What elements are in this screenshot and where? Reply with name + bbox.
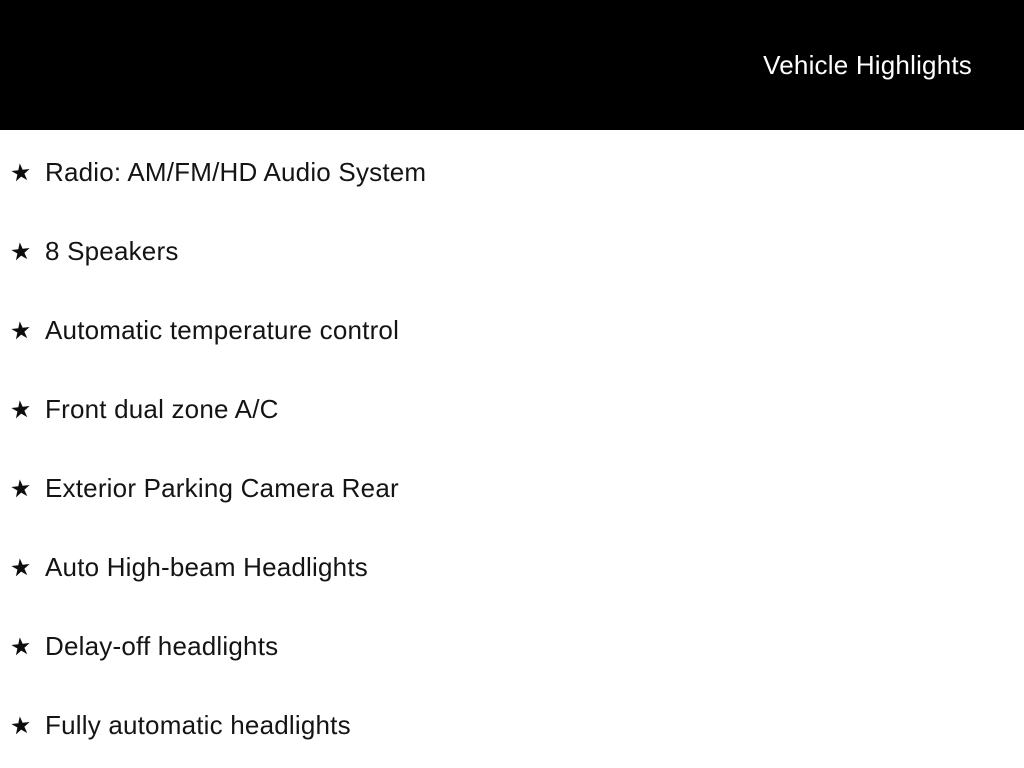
list-item-label: Fully automatic headlights: [45, 710, 351, 740]
star-icon: ★: [8, 395, 33, 425]
list-item: [0, 212, 1024, 291]
star-icon: ★: [8, 553, 33, 583]
list-item: [0, 528, 1024, 607]
list-item-label: 8 Speakers: [45, 236, 179, 266]
star-icon: ★: [8, 632, 33, 662]
list-item-label: Automatic temperature control: [45, 315, 400, 345]
list-item-label: Delay-off headlights: [45, 631, 279, 661]
list-item: [0, 686, 1024, 765]
list-item: [0, 449, 1024, 528]
star-icon: ★: [8, 316, 33, 346]
list-item-label: Radio: AM/FM/HD Audio System: [45, 157, 427, 187]
star-icon: ★: [8, 711, 33, 741]
list-item-label: Front dual zone A/C: [45, 394, 279, 424]
list-item: [0, 607, 1024, 686]
list-item: [0, 291, 1024, 370]
star-icon: ★: [8, 158, 33, 188]
page-title: Vehicle Highlights: [763, 49, 972, 80]
list-item-label: Exterior Parking Camera Rear: [45, 473, 399, 503]
vehicle-highlights-list: [0, 130, 1024, 765]
star-icon: ★: [8, 237, 33, 267]
page-header: [0, 0, 1024, 130]
list-item: [0, 133, 1024, 212]
list-item-label: Auto High-beam Headlights: [45, 552, 368, 582]
list-item: [0, 370, 1024, 449]
star-icon: ★: [8, 474, 33, 504]
